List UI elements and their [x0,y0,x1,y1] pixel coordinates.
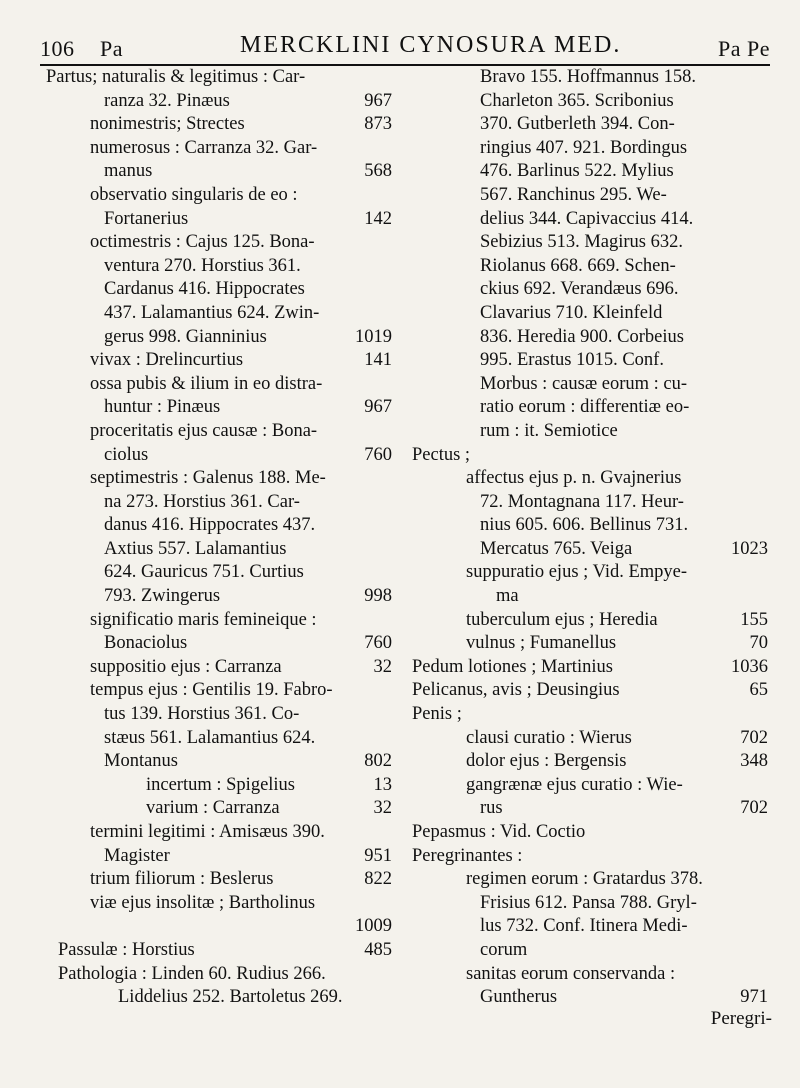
index-line [46,66,392,90]
index-page-ref: 873 [364,114,392,135]
index-line [412,137,768,161]
index-entry-text: Cardanus 416. Hippocrates [104,279,305,300]
index-entry-text: numerosus : Carranza 32. Gar- [90,137,318,158]
index-page-ref: 348 [740,751,768,772]
index-page-ref: 760 [364,633,392,654]
index-entry-text: viæ ejus insolitæ ; Bartholinus [90,892,316,913]
index-entry-text: 995. Erastus 1015. Conf. [480,350,664,371]
index-entry-text: lus 732. Conf. Itinera Medi- [480,916,688,937]
index-entry-text: Axtius 557. Lalamantius [104,538,287,559]
index-page-ref: 65 [749,680,768,701]
index-line [412,514,768,538]
index-entry-text: Guntherus [480,987,558,1008]
index-entry-text: suppuratio ejus ; Vid. Empye- [466,562,688,583]
index-entry-text: Peregrinantes : [412,845,523,866]
index-entry-text: ranza 32. Pinæus [104,90,230,111]
index-page-ref: 13 [373,774,392,795]
index-line [46,444,392,468]
index-line [46,632,392,656]
index-entry-text: tuberculum ejus ; Heredia [466,609,658,630]
index-page-ref: 1036 [731,656,768,677]
index-line [46,750,392,774]
index-entry-text: clausi curatio : Wierus [466,727,632,748]
index-entry-text: octimestris : Cajus 125. Bona- [90,232,315,253]
index-entry-text: dolor ejus : Bergensis [466,751,627,772]
index-entry-text: nius 605. 606. Bellinus 731. [480,515,689,536]
index-line [412,278,768,302]
index-entry-text: Riolanus 668. 669. Schen- [480,255,676,276]
index-entry-text: danus 416. Hippocrates 437. [104,515,316,536]
index-line [46,302,392,326]
index-line [412,208,768,232]
running-title: MERCKLINI CYNOSURA MED. [240,32,622,58]
index-line [46,609,392,633]
index-line [46,208,392,232]
index-line [46,467,392,491]
index-page-ref: 32 [373,656,392,677]
index-entry-text: sanitas eorum conservanda : [466,963,676,984]
index-entry-text: nonimestris; Strectes [90,114,245,135]
index-entry-text: trium filiorum : Beslerus [90,869,274,890]
index-page-ref: 142 [364,208,392,229]
index-entry-text: Fortanerius [104,208,189,229]
index-entry-text: Pelicanus, avis ; Deusingius [412,680,620,701]
index-entry-text: rus [480,798,503,819]
index-line [46,349,392,373]
index-line [412,915,768,939]
index-line [412,467,768,491]
index-line [46,821,392,845]
index-entry-text: Montanus [104,751,178,772]
index-line [46,396,392,420]
index-entry-text: vulnus ; Fumanellus [466,633,617,654]
index-entry-text: delius 344. Capivaccius 414. [480,208,694,229]
index-line [46,703,392,727]
index-entry-text: na 273. Horstius 361. Car- [104,491,300,512]
index-line [412,797,768,821]
index-entry-text: tempus ejus : Gentilis 19. Fabro- [90,680,333,701]
index-line [46,561,392,585]
index-entry-text: Liddelius 252. Bartoletus 269. [118,987,343,1008]
index-entry-text: ossa pubis & ilium in eo distra- [90,373,323,394]
index-line [46,774,392,798]
index-line [46,514,392,538]
index-page-ref: 32 [373,798,392,819]
index-line [46,231,392,255]
header-left-letters: Pa [100,36,123,61]
index-entry-text: Sebizius 513. Magirus 632. [480,232,683,253]
index-page-ref: 141 [364,350,392,371]
index-line [412,255,768,279]
index-line [46,915,392,939]
index-line [46,892,392,916]
index-line [412,113,768,137]
index-column-right [412,66,768,1010]
index-entry-text: Mercatus 765. Veiga [480,538,633,559]
index-line [412,90,768,114]
index-entry-text: observatio singularis de eo : [90,184,298,205]
index-entry-text: 72. Montagnana 117. Heur- [480,491,684,512]
index-line [412,585,768,609]
index-entry-text: huntur : Pinæus [104,397,221,418]
index-entry-text: corum [480,939,528,960]
index-line [46,113,392,137]
index-line [46,137,392,161]
index-entry-text: rum : it. Semiotice [480,420,618,441]
index-page-ref: 1009 [355,916,392,937]
index-entry-text: Frisius 612. Pansa 788. Gryl- [480,892,697,913]
index-entry-text: significatio maris femineique : [90,609,317,630]
index-page-ref: 951 [364,845,392,866]
index-line [412,184,768,208]
index-entry-text: Bonaciolus [104,633,188,654]
index-entry-text: tus 139. Horstius 361. Co- [104,704,300,725]
index-line [412,373,768,397]
index-page-ref: 967 [364,90,392,111]
index-line [412,963,768,987]
index-entry-text: suppositio ejus : Carranza [90,656,282,677]
index-page-ref: 971 [740,987,768,1008]
index-page-ref: 568 [364,161,392,182]
index-entry-text: 370. Gutberleth 394. Con- [480,114,675,135]
index-line [412,727,768,751]
index-entry-text: Morbus : causæ eorum : cu- [480,373,688,394]
index-line [46,373,392,397]
index-page-ref: 485 [364,939,392,960]
index-page-ref: 1019 [355,326,392,347]
index-entry-text: Clavarius 710. Kleinfeld [480,302,663,323]
index-entry-text: Penis ; [412,704,462,725]
index-entry-text: Pectus ; [412,444,471,465]
index-line [412,632,768,656]
index-line [46,184,392,208]
index-page-ref: 702 [740,798,768,819]
index-line [412,892,768,916]
index-page-ref: 702 [740,727,768,748]
index-page-ref: 1023 [731,538,768,559]
index-entry-text: Charleton 365. Scribonius [480,90,674,111]
index-line [412,656,768,680]
index-entry-text: vivax : Drelincurtius [90,350,244,371]
index-line [412,845,768,869]
index-line [412,66,768,90]
index-line [412,326,768,350]
index-line [46,420,392,444]
index-line [46,90,392,114]
index-line [46,656,392,680]
index-entry-text: 567. Ranchinus 295. We- [480,184,667,205]
index-page-ref: 155 [740,609,768,630]
index-line [412,939,768,963]
index-entry-text: 437. Lalamantius 624. Zwin- [104,302,320,323]
index-entry-text: regimen eorum : Gratardus 378. [466,869,703,890]
index-entry-text: termini legitimi : Amisæus 390. [90,822,325,842]
index-line [46,278,392,302]
index-entry-text: gerus 998. Gianninius [104,326,267,347]
index-line [412,302,768,326]
index-entry-text: affectus ejus p. n. Gvajnerius [466,468,682,489]
index-page-ref: 802 [364,751,392,772]
index-entry-text: ventura 270. Horstius 361. [104,255,301,276]
index-line [412,703,768,727]
index-line [412,231,768,255]
index-entry-text: incertum : Spigelius [146,774,296,795]
index-entry-text: Bravo 155. Hoffmannus 158. [480,67,696,87]
index-entry-text: septimestris : Galenus 188. Me- [90,468,326,489]
index-entry-text: Pedum lotiones ; Martinius [412,656,613,677]
index-entry-text: 476. Barlinus 522. Mylius [480,161,674,182]
index-entry-text: 793. Zwingerus [104,586,221,607]
index-entry-text: stæus 561. Lalamantius 624. [104,727,316,748]
index-page-ref: 760 [364,444,392,465]
index-page-ref: 822 [364,869,392,890]
running-header [40,28,770,64]
index-entry-text: ckius 692. Verandæus 696. [480,279,679,300]
index-entry-text: 624. Gauricus 751. Curtius [104,562,304,583]
index-line [46,868,392,892]
index-line [412,349,768,373]
index-entry-text: Passulæ : Horstius [58,939,195,960]
index-line [412,774,768,798]
index-line [46,326,392,350]
index-entry-text: Pathologia : Linden 60. Rudius 266. [58,963,326,984]
index-entry-text: ratio eorum : differentiæ eo- [480,397,690,418]
index-line [412,538,768,562]
index-line [412,396,768,420]
index-line [412,491,768,515]
index-line [412,868,768,892]
index-entry-text: Partus; naturalis & legitimus : Car- [46,67,306,87]
index-entry-text: Pepasmus : Vid. Coctio [412,822,586,842]
index-line [46,797,392,821]
index-line [412,986,768,1010]
index-line [46,491,392,515]
index-line [46,845,392,869]
index-line [46,160,392,184]
index-line [412,420,768,444]
index-entry-text: 836. Heredia 900. Corbeius [480,326,684,347]
catchword: Peregri- [710,1008,772,1029]
index-line [46,963,392,987]
index-entry-text: ma [496,586,519,607]
index-line [412,561,768,585]
index-line [412,609,768,633]
index-entry-text: ringius 407. 921. Bordingus [480,137,688,158]
index-line [412,679,768,703]
index-line [46,986,392,1010]
index-line [412,444,768,468]
index-line [412,821,768,845]
index-entry-text: proceritatis ejus causæ : Bona- [90,420,318,441]
index-entry-text: manus [104,161,153,182]
index-line [412,160,768,184]
index-column-left [46,66,392,1010]
index-page-ref: 967 [364,397,392,418]
index-line [46,679,392,703]
index-line [46,585,392,609]
index-entry-text: ciolus [104,444,149,465]
index-line [412,750,768,774]
index-line [46,538,392,562]
index-entry-text: gangrænæ ejus curatio : Wie- [466,774,683,795]
index-line [46,255,392,279]
index-page-ref: 70 [749,633,768,654]
index-line [46,727,392,751]
index-line [46,939,392,963]
index-page-ref: 998 [364,586,392,607]
index-entry-text: Magister [104,845,170,866]
header-right-letters: Pa Pe [718,36,770,61]
page-number: 106 [40,36,75,61]
index-entry-text: varium : Carranza [146,798,280,819]
